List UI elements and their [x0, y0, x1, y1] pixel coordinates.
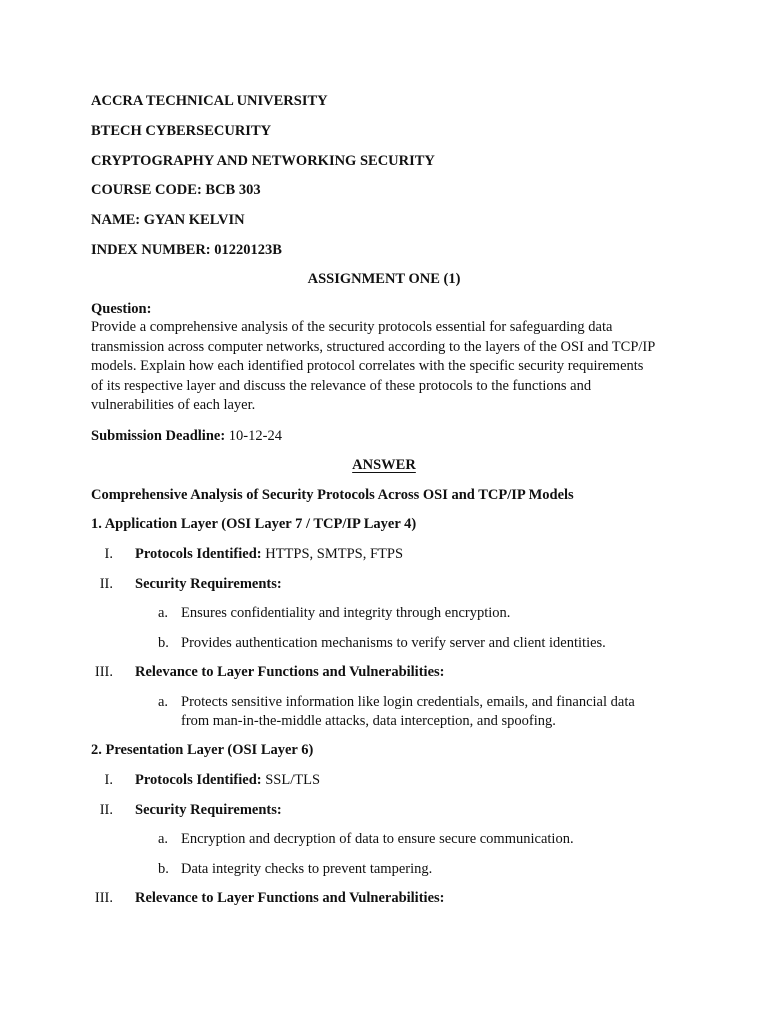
section-heading: 2. Presentation Layer (OSI Layer 6) — [91, 742, 314, 758]
relevance-item-continued: from man-in-the-middle attacks, data interception, and spoofing. — [181, 713, 556, 729]
requirement-item: Provides authentication mechanisms to verify server and client identities. — [181, 635, 606, 651]
list-marker: II. — [99, 802, 113, 818]
protocols-identified — [135, 545, 403, 564]
protocols-value: HTTPS, SMTPS, FTPS — [261, 546, 404, 562]
section-heading: 1. Application Layer (OSI Layer 7 / TCP/IP Layer 4) — [91, 516, 417, 532]
requirement-item: Encryption and decryption of data to ensure secure communication. — [181, 831, 574, 847]
question-line: models. Explain how each identified protocol correlates with the specific security requirements — [91, 358, 644, 374]
course-code: COURSE CODE: BCB 303 — [91, 182, 261, 198]
question-line: Provide a comprehensive analysis of the security protocols essential for safeguarding data — [91, 319, 613, 335]
protocols-identified — [135, 771, 320, 790]
deadline-label: Submission Deadline: — [91, 428, 226, 444]
requirement-item: Data integrity checks to prevent tampering. — [181, 861, 433, 877]
deadline-value: 10-12-24 — [225, 428, 282, 444]
list-marker: a. — [158, 831, 169, 847]
student-name: NAME: GYAN KELVIN — [91, 212, 245, 228]
question-line: transmission across computer networks, structured according to the layers of the OSI and TCP/IP — [91, 338, 656, 355]
submission-deadline — [91, 427, 282, 446]
program-name: BTECH CYBERSECURITY — [91, 123, 272, 139]
list-marker: b. — [158, 635, 169, 651]
relevance-label: Relevance to Layer Functions and Vulnerabilities: — [135, 890, 445, 906]
relevance-item: Protects sensitive information like login credentials, emails, and financial data — [181, 694, 635, 710]
question-line: vulnerabilities of each layer. — [91, 397, 256, 413]
question-label: Question: — [91, 301, 152, 317]
protocols-label: Protocols Identified: — [135, 546, 262, 562]
requirements-label: Security Requirements: — [135, 802, 282, 818]
university-name: ACCRA TECHNICAL UNIVERSITY — [91, 93, 328, 109]
assignment-title: ASSIGNMENT ONE (1) — [307, 271, 461, 287]
question-text — [91, 318, 691, 416]
question-line: of its respective layer and discuss the relevance of these protocols to the functions and — [91, 377, 592, 394]
index-number: INDEX NUMBER: 01220123B — [91, 242, 282, 258]
list-marker: b. — [158, 861, 169, 877]
course-name: CRYPTOGRAPHY AND NETWORKING SECURITY — [91, 153, 435, 169]
list-marker: II. — [99, 576, 113, 592]
list-marker: a. — [158, 605, 169, 621]
requirements-label: Security Requirements: — [135, 576, 282, 592]
list-marker: I. — [104, 772, 113, 788]
analysis-title: Comprehensive Analysis of Security Protocols Across OSI and TCP/IP Models — [91, 487, 574, 503]
requirement-item: Ensures confidentiality and integrity through encryption. — [181, 605, 511, 621]
list-marker: I. — [104, 546, 113, 562]
list-marker: a. — [158, 694, 169, 710]
protocols-label: Protocols Identified: — [135, 772, 262, 788]
answer-heading: ANSWER — [352, 457, 416, 473]
protocols-value: SSL/TLS — [261, 772, 321, 788]
relevance-label: Relevance to Layer Functions and Vulnerabilities: — [135, 664, 445, 680]
list-marker: III. — [94, 664, 113, 680]
list-marker: III. — [94, 890, 113, 906]
